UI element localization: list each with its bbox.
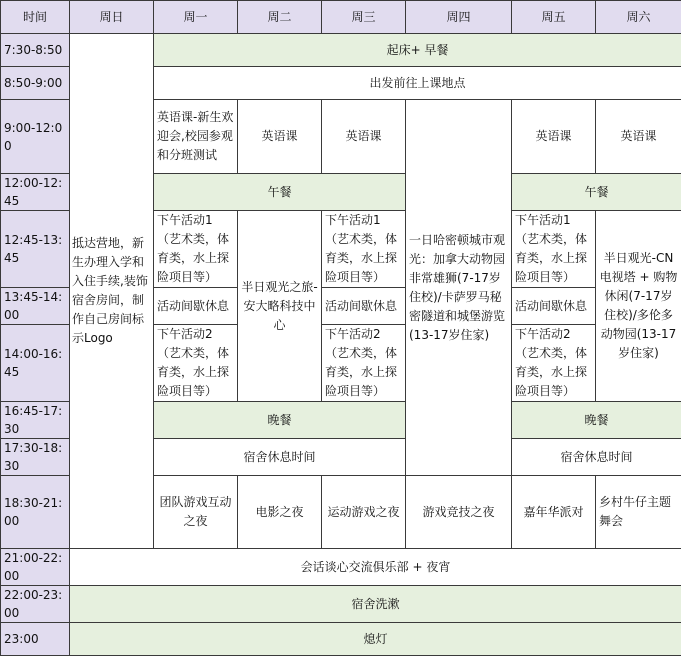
wake-breakfast-cell: 起床+ 早餐 (154, 34, 681, 67)
thursday-trip-cell: 一日哈密顿城市观光：加拿大动物园非常雄狮(7-17岁住校)/卡萨罗马秘密隧道和城堡游览(13-17岁住家) (406, 100, 512, 476)
sunday-night-cell: 团队游戏互动之夜 (154, 476, 238, 549)
wednesday-break-cell: 活动间歇休息 (322, 288, 406, 325)
header-tuesday: 周二 (238, 1, 322, 34)
lights-out-cell: 熄灯 (70, 623, 681, 656)
sunday-arrival-cell: 抵达营地，新生办理入学和入住手续,装饰宿舍房间，制作自己房间标示Logo (70, 34, 154, 549)
tuesday-night-cell: 运动游戏之夜 (322, 476, 406, 549)
header-saturday: 周六 (596, 1, 681, 34)
time-slot: 17:30-18:30 (1, 439, 70, 476)
time-slot: 12:00-12:45 (1, 174, 70, 211)
friday-afternoon2-cell: 下午活动2（艺术类，体育类，水上探险项目等） (512, 325, 596, 402)
friday-night-cell: 嘉年华派对 (512, 476, 596, 549)
saturday-english-cell: 英语课 (596, 100, 681, 174)
header-time: 时间 (1, 1, 70, 34)
friday-english-cell: 英语课 (512, 100, 596, 174)
time-slot: 16:45-17:30 (1, 402, 70, 439)
time-slot: 7:30-8:50 (1, 34, 70, 67)
saturday-night-cell: 乡村牛仔主题舞会 (596, 476, 681, 549)
row-2100 (1, 549, 681, 586)
row-2300 (1, 623, 681, 656)
lunch-cell: 午餐 (154, 174, 406, 211)
time-slot: 8:50-9:00 (1, 67, 70, 100)
wednesday-afternoon1-cell: 下午活动1（艺术类，体育类，水上探险项目等） (322, 211, 406, 288)
friday-afternoon1-cell: 下午活动1（艺术类，体育类，水上探险项目等） (512, 211, 596, 288)
header-wednesday: 周三 (322, 1, 406, 34)
dorm-rest-cell: 宿舍休息时间 (154, 439, 406, 476)
time-slot: 21:00-22:00 (1, 549, 70, 586)
wash-cell: 宿舍洗漱 (70, 586, 681, 623)
header-sunday: 周日 (70, 1, 154, 34)
time-slot: 23:00 (1, 623, 70, 656)
header-monday: 周一 (154, 1, 238, 34)
dinner-cell: 晚餐 (512, 402, 681, 439)
wednesday-night-cell: 游戏竞技之夜 (406, 476, 512, 549)
monday-night-cell: 电影之夜 (238, 476, 322, 549)
depart-class-cell: 出发前往上课地点 (154, 67, 681, 100)
friday-break-cell: 活动间歇休息 (512, 288, 596, 325)
monday-english-cell: 英语课-新生欢迎会,校园参观和分班测试 (154, 100, 238, 174)
time-slot: 12:45-13:45 (1, 211, 70, 288)
monday-afternoon1-cell: 下午活动1（艺术类，体育类，水上探险项目等） (154, 211, 238, 288)
wednesday-english-cell: 英语课 (322, 100, 406, 174)
time-slot: 13:45-14:00 (1, 288, 70, 325)
tuesday-english-cell: 英语课 (238, 100, 322, 174)
time-slot: 22:00-23:00 (1, 586, 70, 623)
header-row (1, 1, 681, 34)
monday-break-cell: 活动间歇休息 (154, 288, 238, 325)
tuesday-tour-cell: 半日观光之旅-安大略科技中心 (238, 211, 322, 402)
header-thursday: 周四 (406, 1, 512, 34)
time-slot: 18:30-21:00 (1, 476, 70, 549)
header-friday: 周五 (512, 1, 596, 34)
wednesday-afternoon2-cell: 下午活动2（艺术类，体育类，水上探险项目等） (322, 325, 406, 402)
dinner-cell: 晚餐 (154, 402, 406, 439)
row-2200 (1, 586, 681, 623)
dorm-rest-cell: 宿舍休息时间 (512, 439, 681, 476)
time-slot: 14:00-16:45 (1, 325, 70, 402)
club-cell: 会话谈心交流俱乐部 + 夜宵 (70, 549, 681, 586)
row-0730 (1, 34, 681, 67)
monday-afternoon2-cell: 下午活动2（艺术类，体育类，水上探险项目等） (154, 325, 238, 402)
time-slot: 9:00-12:00 (1, 100, 70, 174)
lunch-cell: 午餐 (512, 174, 681, 211)
saturday-tour-cell: 半日观光-CN电视塔 + 购物休闲(7-17岁住校)/多伦多动物园(13-17岁住家) (596, 211, 681, 402)
